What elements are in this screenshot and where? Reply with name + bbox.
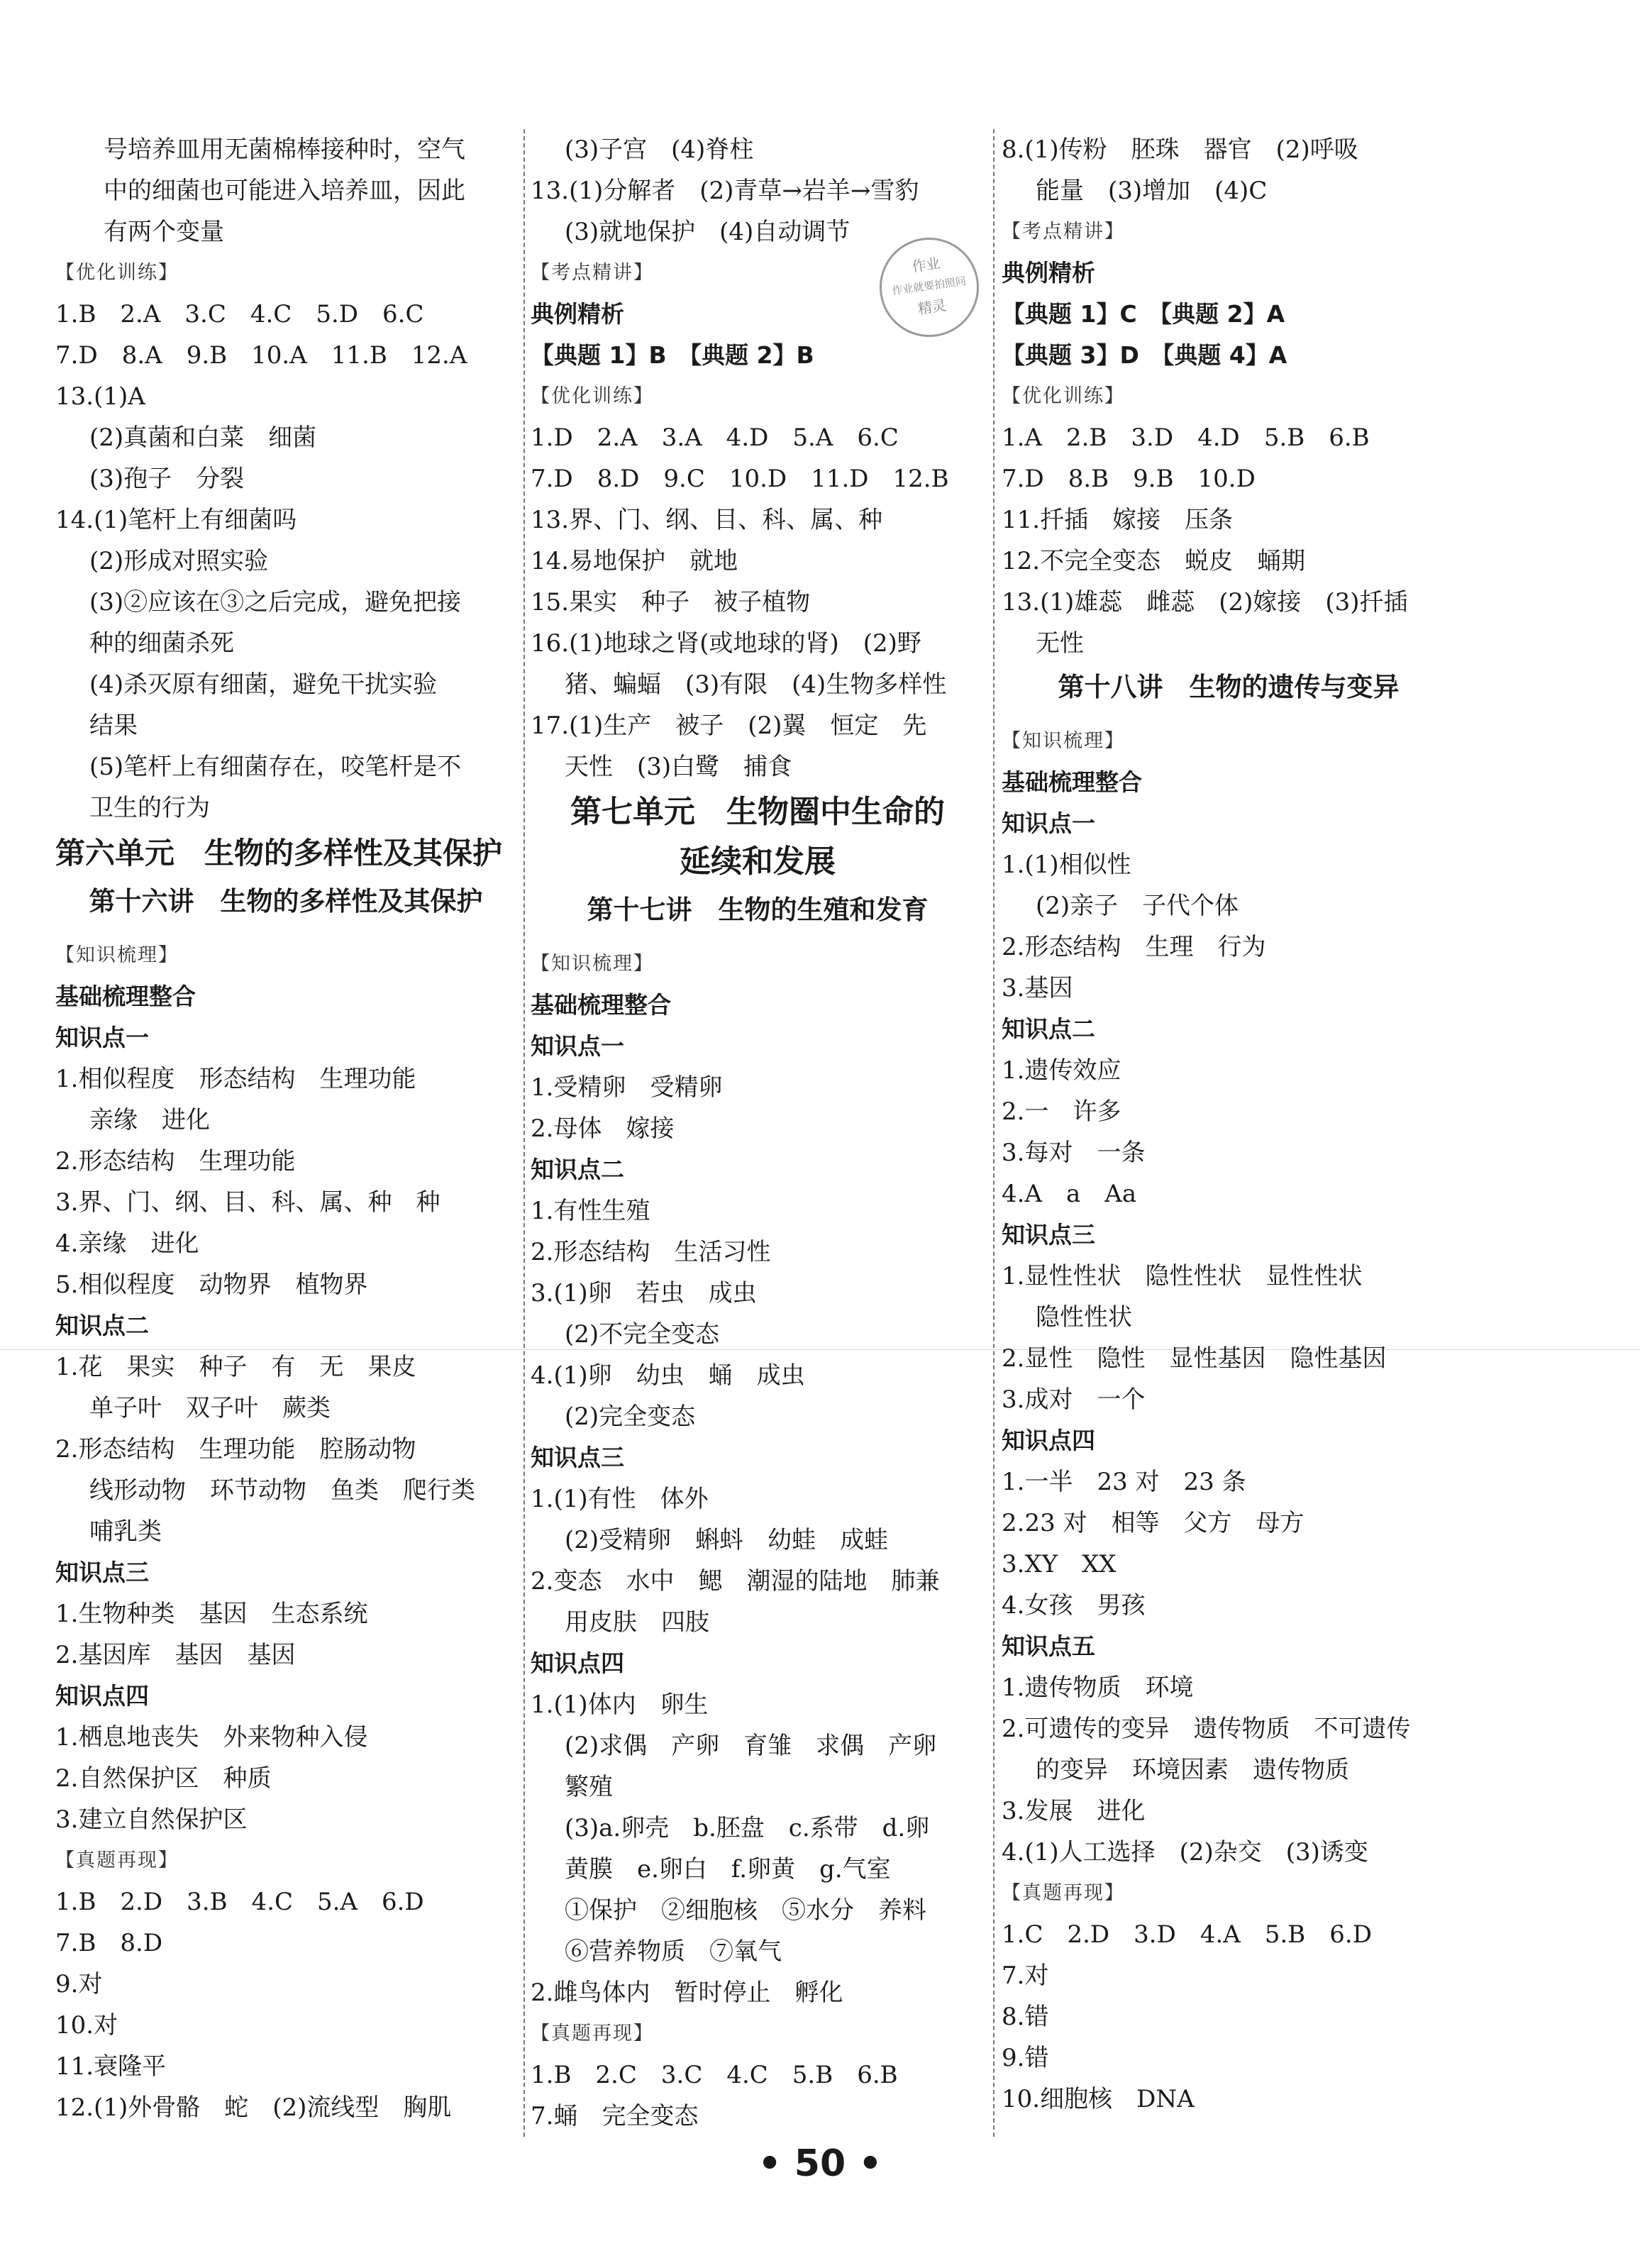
section-tag: 【知识梳理】 [1002,730,1125,752]
answer-line: 3.界、门、纲、目、科、属、种 种 [55,1188,441,1217]
example-answers: 【典题 1】B 【典题 2】B [531,341,814,369]
answer-line: 4.(1)人工选择 (2)杂交 (3)诱变 [1002,1838,1368,1866]
answer-line-indented: (2)形成对照实验 [89,547,269,575]
answer-line-indented: 无性 [1036,629,1084,658]
section-tag: 【真题再现】 [531,2023,654,2045]
subheading: 知识点四 [1002,1427,1095,1454]
answer-line: 3.每对 一条 [1002,1139,1146,1167]
stamp-text: 作业 [911,254,942,275]
answer-line: 7.对 [1002,1962,1049,1990]
answer-line: 1.花 果实 种子 有 无 果皮 [55,1353,416,1381]
answer-line: 11.扦插 嫁接 压条 [1002,506,1234,534]
subheading: 基础梳理整合 [531,991,671,1019]
answer-line: 1.(1)体内 卵生 [531,1691,709,1719]
subheading: 基础梳理整合 [1002,768,1142,796]
answer-line-indented: 用皮肤 四肢 [565,1608,709,1637]
column-right [1002,129,1456,2120]
answer-line: 13.(1)分解者 (2)青草→岩羊→雪豹 [531,177,919,205]
answer-line: 2.形态结构 生理功能 腔肠动物 [55,1435,416,1464]
subheading: 知识点一 [531,1032,624,1060]
answer-line-indented: (5)笔杆上有细菌存在，咬笔杆是不 [89,753,462,781]
subheading: 知识点三 [1002,1221,1095,1249]
answer-line-indented: 猪、蝙蝠 (3)有限 (4)生物多样性 [565,670,947,699]
answer-line: 11.衰隆平 [55,2052,167,2081]
answer-line-indented: (2)求偶 产卵 育雏 求偶 产卵 [565,1732,937,1760]
spacer [55,925,516,935]
answer-line: 5.相似程度 动物界 植物界 [55,1271,368,1299]
answer-line: 4.A a Aa [1002,1180,1137,1208]
section-tag: 【优化训练】 [55,262,179,284]
answer-line: 1.生物种类 基因 生态系统 [55,1600,368,1628]
answer-line-indented: 的变异 环境因素 遗传物质 [1036,1756,1349,1784]
answer-line: 7.D 8.D 9.C 10.D 11.D 12.B [531,465,949,493]
spacer [1002,711,1456,721]
answer-line: 12.不完全变态 蜕皮 蛹期 [1002,547,1306,575]
section-tag: 【考点精讲】 [531,262,654,284]
stamp-text: 作业就要拍照问 [891,274,967,298]
answer-line: 3.基因 [1002,974,1073,1002]
answer-line: 4.亲缘 进化 [55,1229,199,1258]
answer-line: 12.(1)外骨骼 蛇 (2)流线型 胸肌 [55,2093,452,2122]
answer-line: 15.果实 种子 被子植物 [531,588,811,616]
subheading: 典例精析 [531,300,624,328]
answer-line-indented: (2)完全变态 [565,1403,696,1431]
example-answers: 【典题 3】D 【典题 4】A [1002,341,1287,369]
subheading: 知识点二 [531,1156,624,1183]
subheading: 知识点二 [55,1312,149,1339]
section-tag: 【真题再现】 [55,1849,179,1871]
answer-line: 7.D 8.B 9.B 10.D [1002,465,1256,493]
subheading: 知识点一 [1002,809,1095,837]
unit-title: 延续和发展 [680,843,836,880]
answer-line-indented: (3)子宫 (4)脊柱 [565,135,754,164]
answer-line: 8.错 [1002,2003,1049,2031]
answer-line: 9.错 [1002,2044,1049,2072]
answer-line: 1.B 2.D 3.B 4.C 5.A 6.D [55,1888,424,1916]
unit-title: 第七单元 生物圈中生命的 [570,794,945,830]
answer-line: 2.23 对 相等 父方 母方 [1002,1509,1304,1537]
answer-line-indented: (3)a.卵壳 b.胚盘 c.系带 d.卵 [565,1814,930,1842]
answer-line: 7.B 8.D [55,1929,163,1957]
answer-line: 13.界、门、纲、目、科、属、种 [531,506,883,534]
answer-line: 9.对 [55,1970,103,1998]
answer-line: 1.(1)有性 体外 [531,1485,709,1513]
column-divider [523,129,525,2137]
spacer [531,934,985,944]
answer-line: 1.遗传物质 环境 [1002,1674,1194,1702]
answer-line-indented: 结果 [89,712,138,740]
answer-line-indented: 能量 (3)增加 (4)C [1036,177,1268,205]
answer-line: 3.发展 进化 [1002,1797,1146,1825]
answer-line: 7.D 8.A 9.B 10.A 11.B 12.A [55,341,467,370]
answer-line: 1.相似程度 形态结构 生理功能 [55,1065,416,1093]
answer-line: 13.(1)A [55,382,145,411]
subheading: 基础梳理整合 [55,983,196,1010]
answer-line: 8.(1)传粉 胚珠 器官 (2)呼吸 [1002,135,1358,164]
answer-line-indented: 卫生的行为 [89,794,210,822]
answer-line-indented: (2)不完全变态 [565,1320,720,1349]
answer-line-indented: 隐性性状 [1036,1303,1132,1332]
section-tag: 【考点精讲】 [1002,221,1125,243]
answer-line-indented: 种的细菌杀死 [89,629,234,658]
answer-line: 1.B 2.A 3.C 4.C 5.D 6.C [55,300,424,328]
page-number: • 50 • [758,2142,882,2185]
section-tag: 【知识梳理】 [531,953,654,975]
answer-line-indented: (4)杀灭原有细菌，避免干扰实验 [89,670,438,699]
answer-line: 4.女孩 男孩 [1002,1591,1146,1620]
answer-line: 13.(1)雄蕊 雌蕊 (2)嫁接 (3)扦插 [1002,588,1408,616]
answer-line: 1.遗传效应 [1002,1056,1121,1085]
lecture-title: 第十八讲 生物的遗传与变异 [1058,672,1400,702]
answer-line-indented: 有两个变量 [104,218,224,246]
answer-line-indented: 繁殖 [565,1773,613,1801]
section-tag: 【真题再现】 [1002,1882,1125,1904]
answer-line: 10.对 [55,2011,118,2040]
answer-line: 1.显性性状 隐性性状 显性性状 [1002,1262,1363,1290]
answer-line: 1.C 2.D 3.D 4.A 5.B 6.D [1002,1920,1372,1949]
answer-line-indented: 亲缘 进化 [89,1106,210,1134]
answer-line: 7.蛹 完全变态 [531,2102,699,2130]
section-tag: 【知识梳理】 [55,944,179,966]
answer-line: 10.细胞核 DNA [1002,2085,1195,2113]
answer-line: 1.栖息地丧失 外来物种入侵 [55,1723,368,1752]
answer-line: 4.(1)卵 幼虫 蛹 成虫 [531,1361,805,1390]
answer-line: 2.一 许多 [1002,1097,1121,1126]
answer-line: 1.B 2.C 3.C 4.C 5.B 6.B [531,2061,898,2089]
answer-line: 1.(1)相似性 [1002,851,1131,879]
answer-line-indented: (2)亲子 子代个体 [1036,892,1239,920]
answer-line-indented: (3)②应该在③之后完成，避免把接 [89,588,462,616]
answer-line: 3.建立自然保护区 [55,1805,248,1834]
subheading: 知识点一 [55,1024,149,1051]
subheading: 知识点四 [531,1649,624,1677]
answer-line: 16.(1)地球之肾(或地球的肾) (2)野 [531,629,921,658]
answer-line: 1.有性生殖 [531,1197,650,1225]
column-left [55,129,516,2128]
answer-line-indented: (2)受精卵 蝌蚪 幼蛙 成蛙 [565,1526,889,1554]
answer-line: 3.(1)卵 若虫 成虫 [531,1279,757,1307]
answer-line: 1.受精卵 受精卵 [531,1073,723,1102]
answer-line-indented: 黄膜 e.卵白 f.卵黄 g.气室 [565,1855,891,1883]
answer-line: 2.雌鸟体内 暂时停止 孵化 [531,1979,843,2007]
answer-line: 1.D 2.A 3.A 4.D 5.A 6.C [531,424,899,452]
subheading: 知识点二 [1002,1015,1095,1043]
section-tag: 【优化训练】 [1002,385,1125,407]
answer-line-indented: (2)真菌和白菜 细菌 [89,424,317,452]
subheading: 知识点三 [531,1444,624,1471]
answer-line: 14.易地保护 就地 [531,547,738,575]
example-answers: 【典题 1】C 【典题 2】A [1002,300,1285,328]
answer-line: 2.形态结构 生理 行为 [1002,933,1266,961]
answer-line: 2.基因库 基因 基因 [55,1641,296,1669]
answer-line: 3.XY XX [1002,1550,1117,1578]
answer-line-indented: ①保护 ②细胞核 ⑤水分 养料 [565,1896,926,1925]
answer-line-indented: 哺乳类 [89,1517,162,1546]
answer-line: 14.(1)笔杆上有细菌吗 [55,506,297,534]
column-divider [993,129,994,2137]
unit-title: 第六单元 生物的多样性及其保护 [55,836,503,870]
lecture-title: 第十六讲 生物的多样性及其保护 [89,886,483,917]
answer-line: 2.形态结构 生活习性 [531,1238,771,1266]
answer-line-indented: 号培养皿用无菌棉棒接种时，空气 [104,135,465,164]
answer-line-indented: 单子叶 双子叶 蕨类 [89,1394,331,1422]
answer-line: 2.母体 嫁接 [531,1114,675,1143]
answer-line-indented: 线形动物 环节动物 鱼类 爬行类 [89,1476,475,1505]
answer-line: 1.一半 23 对 23 条 [1002,1468,1246,1496]
answer-line-indented: (3)就地保护 (4)自动调节 [565,218,851,246]
lecture-title: 第十七讲 生物的生殖和发育 [587,895,929,925]
answer-line-indented: 天性 (3)白鹭 捕食 [565,753,792,781]
subheading: 知识点五 [1002,1632,1095,1660]
column-middle [531,129,985,2137]
answer-line: 2.自然保护区 种质 [55,1764,272,1793]
answer-line: 1.A 2.B 3.D 4.D 5.B 6.B [1002,424,1370,452]
answer-line: 17.(1)生产 被子 (2)翼 恒定 先 [531,712,927,740]
answer-line: 2.变态 水中 鳃 潮湿的陆地 肺兼 [531,1567,940,1595]
subheading: 典例精析 [1002,259,1095,287]
section-tag: 【优化训练】 [531,385,654,407]
answer-line-indented: ⑥营养物质 ⑦氧气 [565,1937,782,1966]
answer-line-indented: 中的细菌也可能进入培养皿，因此 [104,177,465,205]
answer-line: 3.成对 一个 [1002,1385,1146,1414]
answer-line-indented: (3)孢子 分裂 [89,465,245,493]
stamp-text: 精灵 [916,297,948,318]
subheading: 知识点四 [55,1682,149,1710]
answer-line: 2.可遗传的变异 遗传物质 不可遗传 [1002,1715,1411,1743]
answer-line: 2.形态结构 生理功能 [55,1147,296,1176]
answer-line: 2.显性 隐性 显性基因 隐性基因 [1002,1344,1387,1373]
subheading: 知识点三 [55,1559,149,1586]
